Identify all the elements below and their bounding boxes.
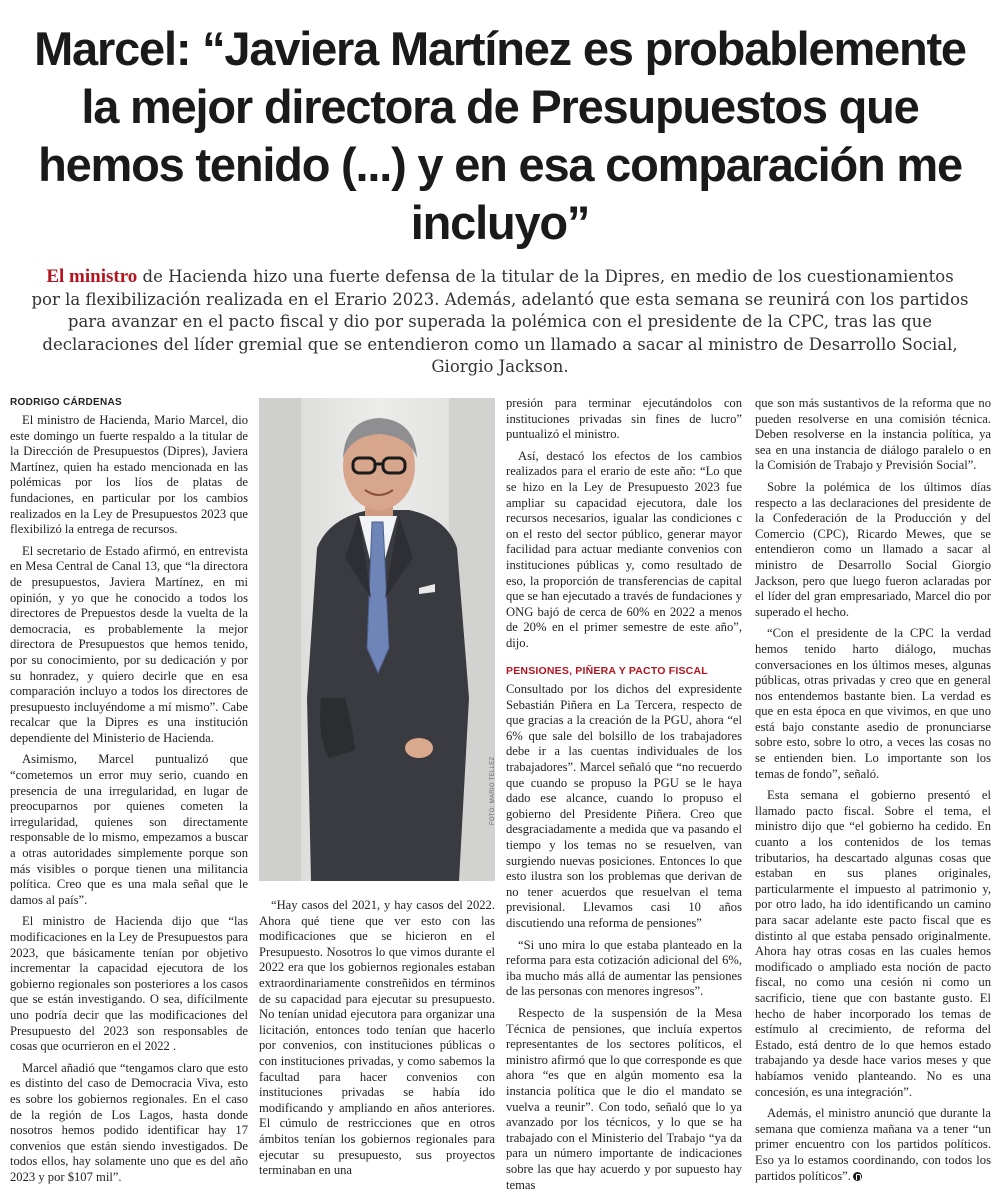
paragraph: “Hay casos del 2021, y hay casos del 2022. Ahora qué tiene que ver esto con las modificaciones que se hicieron en el Presupuesto. Nosotros lo que vimos durante el 2022 era que los gobiernos regionales estaban extraordinariamente constreñidos en términos de su capacidad para ejecutar su presupuesto. No tenían unidad ejecutora para organizar una licitación, entonces todo tenían que hacerlo por convenios, con instituciones públicas o con instituciones privadas, y como sabemos la facultad para hacer convenios con instituciones privadas se había ido modificando y ampliando en años anteriores. El cúmulo de restricciones que en otros ámbitos tenían los gobiernos regionales para ejecutar su presupuesto, sus proyectos terminaban en una	[259, 898, 495, 1178]
paragraph-text: Además, el ministro anunció que durante la semana que comienza mañana va a tener “un primer encuentro con los partidos políticos. Eso ya lo estamos coordinando, con todos los partidos políticos”.	[755, 1106, 991, 1183]
photo-credit: FOTO: MARIO TELLEZ	[490, 756, 496, 825]
column-2	[259, 898, 495, 1181]
paragraph: El secretario de Estado afirmó, en entrevista en Mesa Central de Canal 13, que “la directora de presupuestos, Javiera Martínez, en mi opinión, y yo que he conocido a todos los directores de Prepuestos desde la vuelta de la democracia, es probablemente la mejor directora de Presupuestos que hemos tenido, por su conocimiento, por su dedicación y por su honradez, y quiero decirle que en esa comparación incluyo a todos los directores de presupuesto incluyéndome a mí mismo”. Cabe recalcar que la Dipres es una institución dependiente del Ministerio de Hacienda.	[10, 543, 248, 745]
portrait-photo	[259, 398, 495, 881]
paragraph: Consultado por los dichos del expresidente Sebastián Piñera en La Tercera, respecto de que gracias a la creación de la PGU, ahora “el 6% que sale del bolsillo de los trabajadores debe ir a las cuentas individuales de los trabajadores”. Marcel señaló que “no recuerdo que cuando se propuso la PGU se le haya dado ese alcance, cuando lo propuso el gobierno del Presidente Piñera. Creo que desgraciadamente a medida que va pasando el tiempo y los temas no se resuelven, van surgiendo nuevas posiciones. Entonces lo que esto ilustra son los problemas que derivan de no tener acuerdos que resuelvan el tema previsional. Llevamos casi 10 años discutiendo una reforma de pensiones”	[506, 682, 742, 930]
end-of-article-icon	[853, 1172, 862, 1181]
paragraph: que son más sustantivos de la reforma que no pueden resolverse en una comisión técnica. Deben resolverse en la instancia política, ya sea en una instancia de diálogo paralelo o en la Comisión de Trabajo y Previsión Social”.	[755, 396, 991, 473]
paragraph: presión para terminar ejecutándolos con instituciones privadas sin fines de lucro” puntualizó el ministro.	[506, 396, 742, 442]
headline: Marcel: “Javiera Martínez es probablemente la mejor directora de Presupuestos que hemos tenido (...) y en esa comparación me incluyo”	[34, 22, 966, 249]
paragraph: Así, destacó los efectos de los cambios realizados para el erario de este año: “Lo que se hizo en la Ley de Presupuesto 2023 fue ampliar su capacidad ejecutora, dale los recursos necesarios, igualar las condiciones c on el resto del sector público, generar mayor facilidad para actuar mediante convenios con instituciones públicas y, como resultado de eso, la proporción de transferencias de capital que se han ejecutado a través de fundaciones y ONG bajó de cerca de 60% en 2022 a menos de 20% en el primer semestre de este año”, dijo.	[506, 448, 742, 650]
byline: RODRIGO CÁRDENAS	[10, 397, 123, 408]
column-1	[10, 413, 248, 1184]
deck-text: de Hacienda hizo una fuerte defensa de la titular de la Dipres, en medio de los cuestionamientos por la flexibilización realizada en el Erario 2023. Además, adelantó que esta semana se reunirá con los partidos para avanzar en el pacto fiscal y dio por superada la polémica con el presidente de la CPC, tras las que declaraciones del líder gremial que se entendieron como un llamado a sacar al ministro de Desarrollo Social, Giorgio Jackson.	[31, 267, 969, 376]
paragraph: Asimismo, Marcel puntualizó que “cometemos un error muy serio, cuando en presencia de una irregularidad, en lugar de preocuparnos por quienes cometen la irregularidad, quienes son directamente responsable de lo mismo, empezamos a buscar a otras autoridades simplemente porque son más visibles o porque tienen una militancia política. Creo que es una mala señal que le damos al país”.	[10, 752, 248, 907]
deck	[30, 266, 970, 379]
paragraph: Respecto de la suspensión de la Mesa Técnica de pensiones, que incluía expertos representantes de los sectores políticos, el ministro afirmó que lo que corresponde es que ahora “es que en algún momento esa la instancia política que le dio el mandato se vuelva a reunir”. Con todo, señaló que lo ya avanzado por los técnicos, y lo que se ha trabajado con el Ministerio del Trabajo “ya da para un número importante de indicaciones sobre las que hay acuerdo y por supuesto hay temas	[506, 1005, 742, 1192]
paragraph: El ministro de Hacienda, Mario Marcel, dio este domingo un fuerte respaldo a la titular de la Dirección de Presupuestos (Dipres), Javiera Martínez, quien ha estado mencionada en las polémicas por los líos de platas de fundaciones, en particular por los cambios realizados en la Ley de Presupuestos 2023 que flexibilizó la entrega de recursos.	[10, 413, 248, 537]
paragraph: Sobre la polémica de los últimos días respecto a las declaraciones del presidente de la Confederación de la Producción y del Comercio (CPC), Ricardo Mewes, que se entendieron como un llamado a sacar al ministro de Desarrollo Social Giorgio Jackson, pero que luego fueron aclaradas por el líder del gran empresariado, Marcel dio por superado el hecho.	[755, 479, 991, 619]
subheading: PENSIONES, PIÑERA Y PACTO FISCAL	[506, 664, 708, 677]
paragraph: Esta semana el gobierno presentó el llamado pacto fiscal. Sobre el tema, el ministro dijo que “el gobierno ha cedido. En cuanto a los contenidos de los temas tributarios, ha descartado algunas cosas que estaban en sus planes originales, particularmente el impuesto al patrimonio y, por otro lado, ha ido identificando un camino para sacar adelante este pacto fiscal que es distinto al que estaba pensado originalmente. Ahora hay otras cosas en las cuales hemos modificado o ampliado esta noción de pacto fiscal, no como una cesión ni como un sacrificio, tiene que con bastante gusto. El hecho de haber incorporado los temas de estímulo al crecimiento, de reforma del Estado, está dentro de lo que hemos estado trabajando ya desde hace varios meses y que habíamos venido planteando. No es una concesión, es una integración”.	[755, 788, 991, 1099]
paragraph: El ministro de Hacienda dijo que “las modificaciones en la Ley de Presupuestos para 2023, que básicamente tenían por objetivo incrementar la capacidad ejecutora de los gobierno regionales son posteriores a los casos que se están investigando. O sea, difícilmente uno podría decir que las modificaciones del Presupuesto del 2023 son responsables de cosas que ocurrieron en el 2022 .	[10, 914, 248, 1054]
paragraph: Marcel añadió que “tengamos claro que esto es distinto del caso de Democracia Viva, esto es sobre los gobiernos regionales. En el caso de la región de Los Lagos, hasta donde nosotros hemos podido identificar hay 17 convenios que están siendo investigados. De todos ellos, hay solamente uno que es del año 2023 y por $107 mil”.	[10, 1060, 248, 1184]
paragraph	[755, 1106, 991, 1184]
column-4	[755, 396, 991, 1181]
deck-lead: El ministro	[46, 266, 138, 287]
column-3	[506, 396, 742, 1192]
paragraph: “Con el presidente de la CPC la verdad hemos tenido harto diálogo, muchas conversaciones en los últimos meses, algunas públicas, otras privadas y creo que en general nos entendemos bastante bien. La verdad es que en esta época en que vivimos, en que uno está bajo constante asedio de pronunciarse sobre esto, sobre lo otro, a veces las cosas no se entienden bien. Lo importante son los temas de fondo”, señaló.	[755, 626, 991, 781]
portrait-illustration	[259, 398, 495, 881]
paragraph: “Si uno mira lo que estaba planteado en la reforma para esta cotización adicional del 6%, iba mucho más allá de aumentar las pensiones de las personas con menores ingresos”.	[506, 937, 742, 999]
